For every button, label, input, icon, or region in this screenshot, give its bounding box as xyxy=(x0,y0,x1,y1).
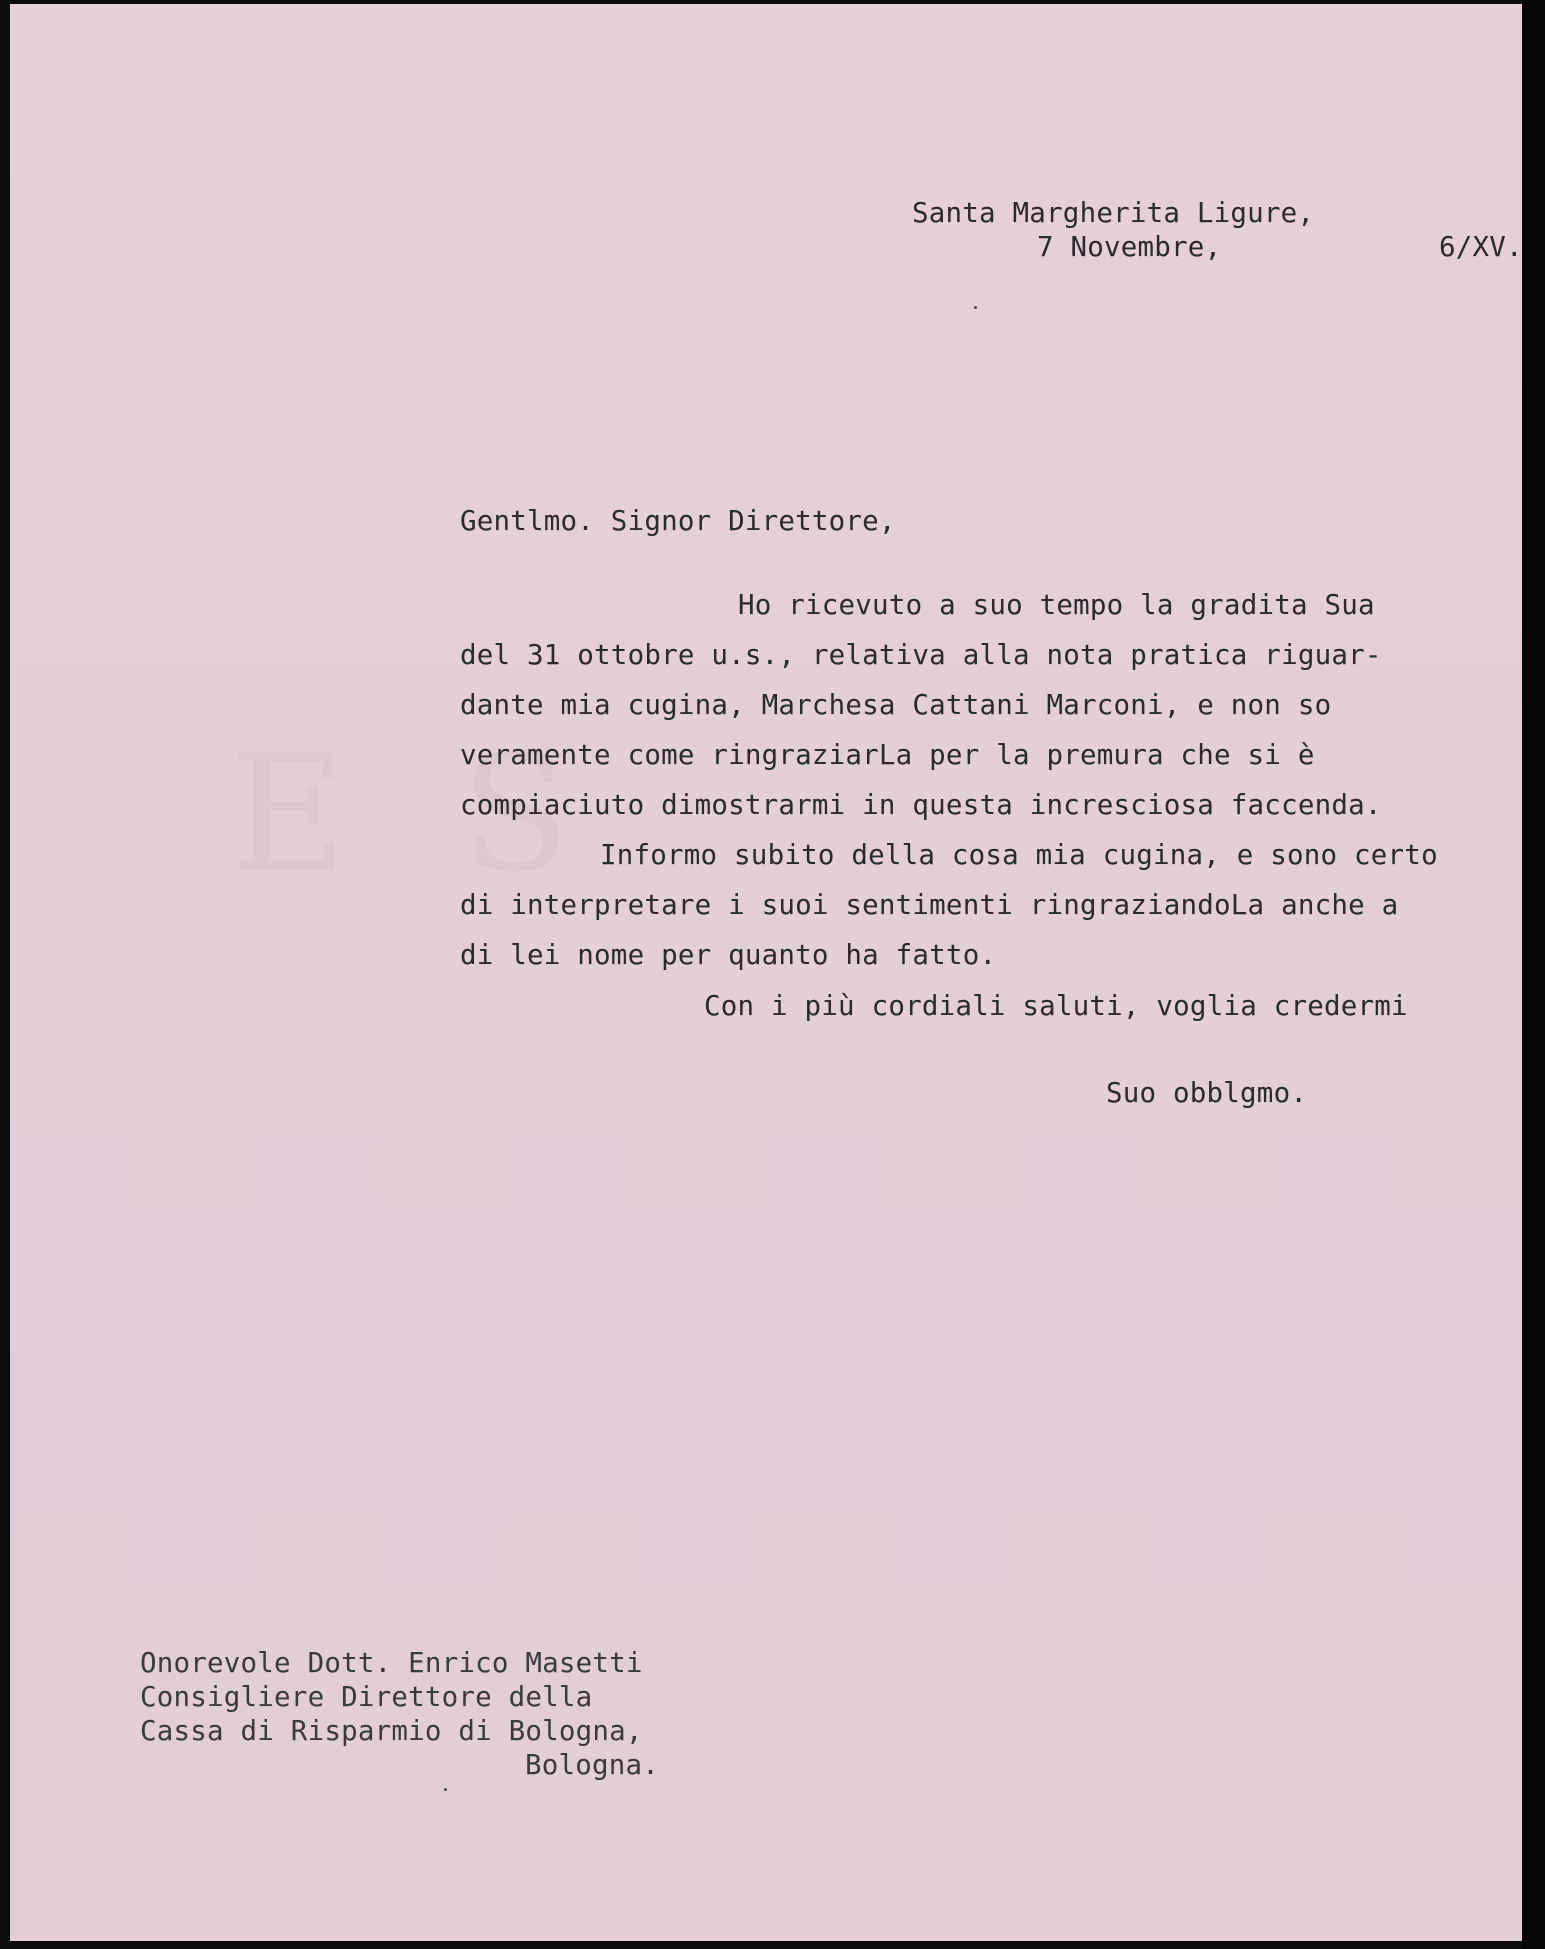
ink-dot xyxy=(444,1788,447,1791)
letter-year: 6/XV. xyxy=(1439,231,1523,263)
address-line: Bologna. xyxy=(525,1749,660,1781)
body-line: Con i più cordiali saluti, voglia credermi xyxy=(704,990,1408,1022)
address-line: Onorevole Dott. Enrico Masetti xyxy=(140,1647,643,1679)
body-line: del 31 ottobre u.s., relativa alla nota pratica riguar- xyxy=(460,639,1382,671)
body-line: Ho ricevuto a suo tempo la gradita Sua xyxy=(738,589,1375,621)
ink-dot xyxy=(974,306,977,309)
letter-salutation: Gentlmo. Signor Direttore, xyxy=(460,505,896,537)
letter-closing: Suo obblgmo. xyxy=(1106,1077,1308,1109)
body-line: di lei nome per quanto ha fatto. xyxy=(460,939,997,971)
faint-watermark: E S xyxy=(230,720,581,907)
letter-date: 7 Novembre, xyxy=(1037,231,1222,263)
scan-border xyxy=(1522,0,1545,1949)
body-line: compiaciuto dimostrarmi in questa incresciosa faccenda. xyxy=(460,789,1382,821)
body-line: di interpretare i suoi sentimenti ringraziandoLa anche a xyxy=(460,889,1399,921)
address-line: Cassa di Risparmio di Bologna, xyxy=(140,1715,643,1747)
address-line: Consigliere Direttore della xyxy=(140,1681,593,1713)
body-line: dante mia cugina, Marchesa Cattani Marconi, e non so xyxy=(460,689,1332,721)
body-line: veramente come ringraziarLa per la premura che si è xyxy=(460,739,1315,771)
letter-place: Santa Margherita Ligure, xyxy=(912,197,1315,229)
body-line: Informo subito della cosa mia cugina, e sono certo xyxy=(600,839,1438,871)
